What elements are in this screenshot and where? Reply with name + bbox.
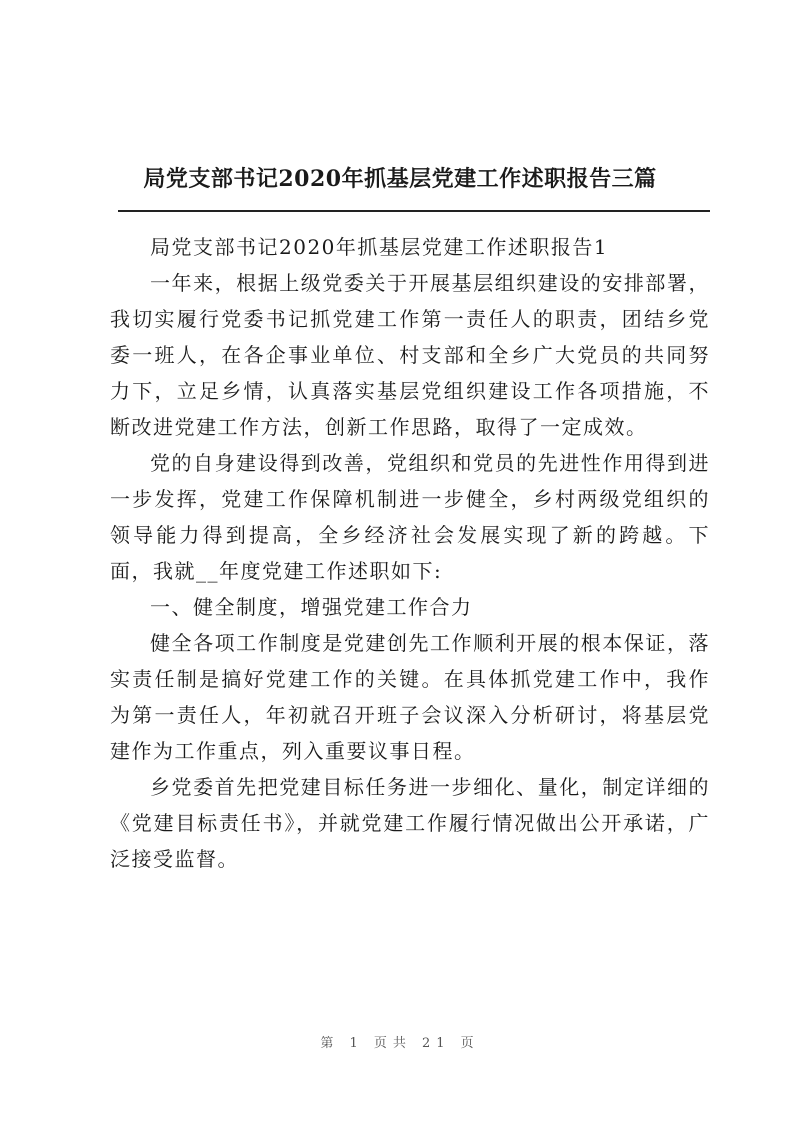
title-divider [118,210,710,212]
body-paragraph: 党的自身建设得到改善，党组织和党员的先进性作用得到进一步发挥，党建工作保障机制进一步健全，乡村两级党组织的领导能力得到提高，全乡经济社会发展实现了新的跨越。下面，我就__年度党建工作述职如下: [110,451,710,583]
section-heading: 一、健全制度，增强党建工作合力 [150,595,473,619]
body-paragraph: 一年来，根据上级党委关于开展基层组织建设的安排部署，我切实履行党委书记抓党建工作第一责任人的职责，团结乡党委一班人，在各企事业单位、村支部和全乡广大党员的共同努力下，立足乡情，认真落实基层党组织建设工作各项措施，不断改进党建工作方法，创新工作思路，取得了一定成效。 [110,271,710,439]
page-number-footer: 第 1 页共 21 页 [320,1036,480,1051]
subtitle-paragraph: 局党支部书记2020年抓基层党建工作述职报告1 [150,235,609,259]
body-paragraph: 健全各项工作制度是党建创先工作顺利开展的根本保证，落实责任制是搞好党建工作的关键。在具体抓党建工作中，我作为第一责任人，年初就召开班子会议深入分析研讨，将基层党建作为工作重点，列入重要议事日程。 [110,631,710,763]
document-body [110,229,710,877]
body-paragraph: 乡党委首先把党建目标任务进一步细化、量化，制定详细的《党建目标责任书》，并就党建工作履行情况做出公开承诺，广泛接受监督。 [110,775,710,871]
document-title: 局党支部书记2020年抓基层党建工作述职报告三篇 [143,166,657,192]
